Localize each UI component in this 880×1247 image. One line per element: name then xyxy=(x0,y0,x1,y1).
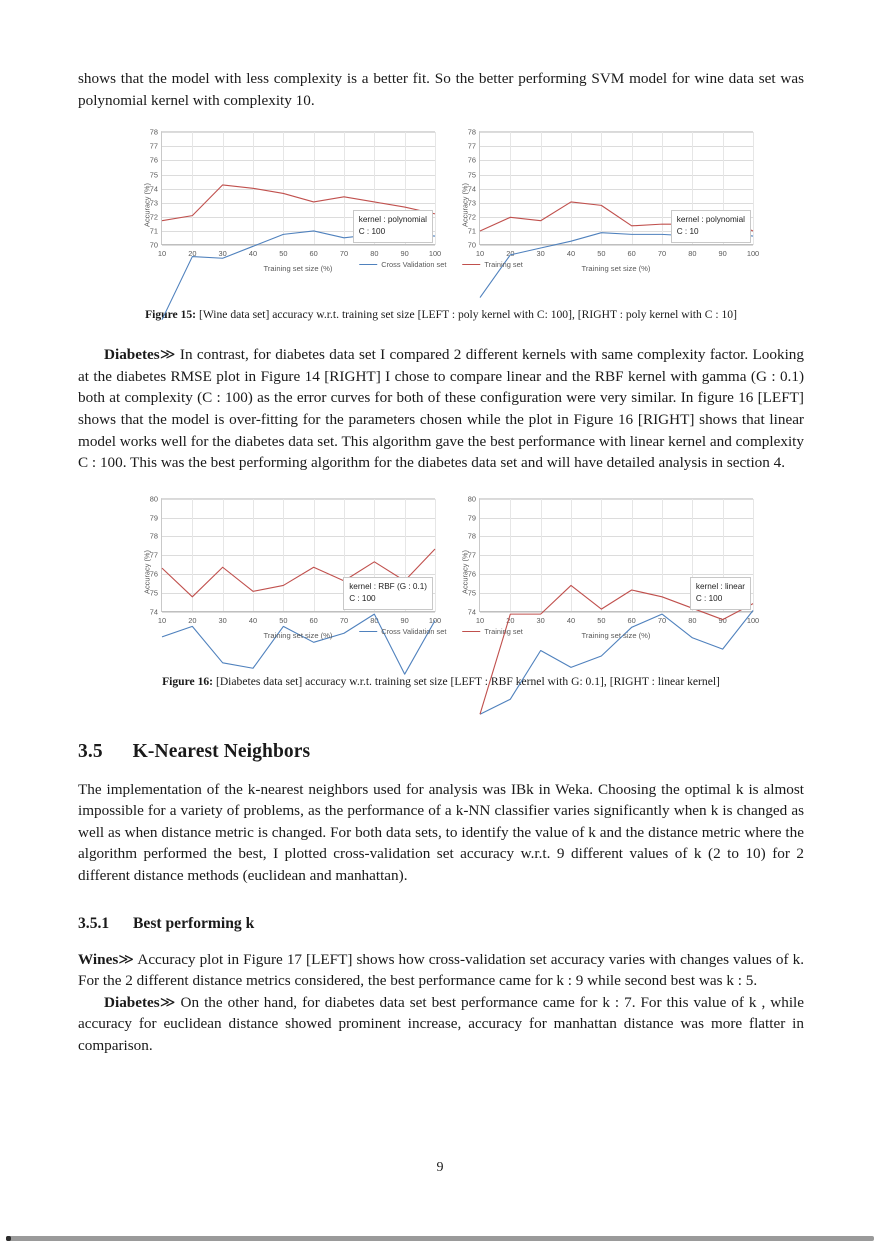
legend-item-training xyxy=(462,260,522,269)
y-axis-title: Accuracy (%) xyxy=(142,549,152,594)
x-axis-tick-label: 50 xyxy=(597,249,606,259)
y-axis-tick-label: 74 xyxy=(149,184,158,194)
y-axis-tick-label: 70 xyxy=(467,240,476,250)
y-axis-tick-label: 77 xyxy=(149,141,158,151)
x-axis-tick-label: 100 xyxy=(746,615,760,625)
legend-item-cross-validation xyxy=(359,260,446,269)
y-axis-tick-label: 78 xyxy=(149,127,158,137)
y-axis-tick-label: 76 xyxy=(467,569,476,579)
runin-label-diabetes-2: Diabetes xyxy=(104,993,160,1011)
legend-label-training: Training set xyxy=(484,626,523,636)
x-axis-tick-label: 10 xyxy=(157,249,167,259)
horizontal-scrollbar[interactable] xyxy=(6,1236,874,1241)
x-axis-tick-label: 20 xyxy=(506,615,515,625)
series-line xyxy=(162,231,435,320)
y-axis-tick-label: 76 xyxy=(149,155,158,165)
y-axis-tick-label: 70 xyxy=(149,240,158,250)
y-axis-title: Accuracy (%) xyxy=(142,183,152,228)
figure-16 xyxy=(78,492,804,689)
x-axis-title: Training set size (%) xyxy=(581,630,651,640)
chart-annotation xyxy=(690,577,751,610)
chart-annotation-line: kernel : RBF (G : 0.1) xyxy=(349,581,427,591)
paragraph-wines-knn xyxy=(78,949,804,992)
y-axis-tick-label: 79 xyxy=(149,513,158,523)
chart-annotation-line: kernel : polynomial xyxy=(358,215,427,225)
runin-label-diabetes: Diabetes xyxy=(104,346,160,364)
y-axis-tick-label: 71 xyxy=(467,226,476,236)
legend-item-training xyxy=(462,627,522,636)
y-axis-tick-label: 80 xyxy=(149,494,158,504)
y-axis-tick-label: 74 xyxy=(467,184,476,194)
y-axis-tick-label: 74 xyxy=(149,607,158,617)
figure-16-caption-text: [Diabetes data set] accuracy w.r.t. training set size [LEFT : RBF kernel with G: 0.1], [RIGHT : linear kernel] xyxy=(215,674,720,688)
x-axis-tick-label: 60 xyxy=(627,615,636,625)
paragraph-diabetes-knn xyxy=(78,992,804,1057)
x-axis-tick-label: 70 xyxy=(657,615,667,625)
x-axis-tick-label: 40 xyxy=(566,615,576,625)
x-axis-tick-label: 80 xyxy=(370,249,379,259)
y-axis-tick-label: 71 xyxy=(149,226,158,236)
x-axis-tick-label: 80 xyxy=(688,615,697,625)
x-axis-title: Training set size (%) xyxy=(263,264,333,274)
runin-marker-3: ≫ xyxy=(159,992,176,1011)
x-axis-title: Training set size (%) xyxy=(263,630,333,640)
y-axis-tick-label: 79 xyxy=(467,513,476,523)
legend-label-cross-validation: Cross Validation set xyxy=(381,626,447,636)
paragraph-intro: shows that the model with less complexity is a better fit. So the better performing SVM model for wine data set was polynomial kernel with complexity 10. xyxy=(78,70,804,109)
y-axis-tick-label: 76 xyxy=(149,569,158,579)
gridline-vertical xyxy=(435,132,436,245)
x-axis-tick-label: 90 xyxy=(718,615,727,625)
x-axis-tick-label: 90 xyxy=(400,615,409,625)
x-axis-tick-label: 60 xyxy=(627,249,636,259)
x-axis-tick-label: 40 xyxy=(248,249,258,259)
x-axis-tick-label: 50 xyxy=(279,615,288,625)
x-axis-tick-label: 100 xyxy=(428,249,442,259)
x-axis-tick-label: 20 xyxy=(506,249,515,259)
paragraph-knn: The implementation of the k-nearest neighbors used for analysis was IBk in Weka. Choosing the optimal k is almost impossible for a variety of problems, as the performance of a k-NN classifier varies significantly when k is changed as well as when distance metric is changed. For both data sets, to identify the value of k and the distance metric where the algorithm performed the best, I plotted cross-validation set accuracy w.r.t. 9 different values of k (2 to 10) for 2 different distance methods (euclidean and manhattan). xyxy=(78,780,804,885)
chart-annotation xyxy=(353,210,433,243)
legend-swatch-training xyxy=(462,631,480,632)
x-axis-tick-label: 20 xyxy=(188,615,197,625)
legend-item-cross-validation xyxy=(359,627,446,636)
chart-annotation-line: C : 100 xyxy=(695,593,723,603)
gridline-vertical xyxy=(435,499,436,612)
x-axis-tick-label: 20 xyxy=(188,249,197,259)
legend-label-cross-validation: Cross Validation set xyxy=(381,260,447,270)
x-axis-tick-label: 80 xyxy=(688,249,697,259)
figure-15-legend xyxy=(359,260,523,269)
x-axis-tick-label: 50 xyxy=(597,615,606,625)
chart-annotation xyxy=(671,210,751,243)
x-axis-tick-label: 100 xyxy=(428,615,442,625)
figure-16-charts xyxy=(78,492,804,664)
plot-area xyxy=(149,127,442,259)
runin-marker-2: ≫ xyxy=(118,949,135,968)
plot-frame xyxy=(467,494,760,625)
chart-annotation-line: kernel : linear xyxy=(695,581,745,591)
y-axis-tick-label: 76 xyxy=(467,155,476,165)
runin-marker-1: ≫ xyxy=(159,345,176,364)
y-axis-title: Accuracy (%) xyxy=(460,549,470,594)
legend-label-training: Training set xyxy=(484,260,523,270)
x-axis-tick-label: 10 xyxy=(475,249,485,259)
section-number: 3.5 xyxy=(78,740,103,762)
y-axis-tick-label: 74 xyxy=(467,607,476,617)
x-axis-tick-label: 30 xyxy=(218,615,227,625)
figure-16-legend xyxy=(359,627,523,636)
x-axis-tick-label: 90 xyxy=(400,249,409,259)
paragraph-diabetes-knn-text: On the other hand, for diabetes data set best performance came for k : 7. For this value of k , while accuracy for euclidean distance showed prominent increase, accuracy for manhattan distance was more flatter in comparison. xyxy=(78,993,804,1054)
y-axis-tick-label: 75 xyxy=(467,588,476,598)
x-axis-tick-label: 100 xyxy=(746,249,760,259)
legend-swatch-cross-validation xyxy=(359,631,377,632)
subsection-title: Best performing k xyxy=(133,914,255,932)
y-axis-title: Accuracy (%) xyxy=(460,183,470,228)
y-axis-tick-label: 80 xyxy=(467,494,476,504)
x-axis-tick-label: 50 xyxy=(279,249,288,259)
y-axis-tick-label: 77 xyxy=(149,550,158,560)
y-axis-tick-label: 73 xyxy=(467,198,476,208)
y-axis-tick-label: 77 xyxy=(467,550,476,560)
x-axis-tick-label: 40 xyxy=(248,615,258,625)
x-axis-tick-label: 70 xyxy=(657,249,667,259)
figure-15-charts xyxy=(78,125,804,297)
y-axis-tick-label: 75 xyxy=(467,170,476,180)
chart-annotation-line: C : 10 xyxy=(676,227,699,237)
y-axis-tick-label: 72 xyxy=(149,212,158,222)
legend-swatch-training xyxy=(462,264,480,265)
subsection-number: 3.5.1 xyxy=(78,914,110,932)
plot-frame xyxy=(467,127,760,259)
chart-annotation xyxy=(343,577,433,610)
x-axis-tick-label: 90 xyxy=(718,249,727,259)
gridline-vertical xyxy=(753,132,754,245)
figure-15-caption-text: [Wine data set] accuracy w.r.t. training set size [LEFT : poly kernel with C: 100], [RIGHT : poly kernel with C : 10] xyxy=(198,308,737,322)
x-axis-tick-label: 80 xyxy=(370,615,379,625)
figure-15-caption-label: Figure 15: xyxy=(145,308,197,322)
page-content xyxy=(78,68,804,1057)
chart-annotation-line: C : 100 xyxy=(358,227,386,237)
y-axis-tick-label: 78 xyxy=(149,531,158,541)
chart-annotation-line: C : 100 xyxy=(349,593,376,603)
page-number: 9 xyxy=(436,1160,444,1175)
y-axis-tick-label: 75 xyxy=(149,588,158,598)
legend-swatch-cross-validation xyxy=(359,264,377,265)
x-axis-tick-label: 40 xyxy=(566,249,576,259)
y-axis-tick-label: 75 xyxy=(149,170,158,180)
paragraph-diabetes-svm-text: In contrast, for diabetes data set I compared 2 different kernels with same complexity factor. Looking at the diabetes RMSE plot in Figure 14 [RIGHT] I chose to compare linear and the RBF kernel with gamma (G : 0.1) both at complexity (C : 100) as the error curves for both of these configuration were very similar. In figure 16 [LEFT] shows that the model is over-fitting for the parameters chosen while the plot in Figure 16 [RIGHT] shows that linear model works well for the diabetes data set. This algorithm gave the best performance with linear kernel and complexity C : 100. This was the best performing algorithm for the diabetes data set and will have detailed analysis in section 4. xyxy=(78,346,804,472)
figure-16-caption-label: Figure 16: xyxy=(162,674,214,688)
y-axis-tick-label: 78 xyxy=(467,127,476,137)
plot-area xyxy=(467,494,760,625)
plot-area xyxy=(149,494,442,625)
x-axis-tick-label: 10 xyxy=(157,615,167,625)
scrollbar-thumb[interactable] xyxy=(6,1236,11,1241)
plot-frame xyxy=(149,494,442,625)
x-axis-title: Training set size (%) xyxy=(581,264,651,274)
x-axis-tick-label: 30 xyxy=(536,615,545,625)
gridline-vertical xyxy=(753,499,754,612)
figure-15 xyxy=(78,125,804,322)
runin-label-wines: Wines xyxy=(78,950,119,968)
chart-annotation-line: kernel : polynomial xyxy=(676,215,745,225)
y-axis-tick-label: 73 xyxy=(149,198,158,208)
paragraph-wines-knn-text: Accuracy plot in Figure 17 [LEFT] shows how cross-validation set accuracy varies with changes values of k. For the 2 different distance metrics considered, the best performance came for k : 9 while second best was k : 5. xyxy=(78,950,804,990)
y-axis-tick-label: 77 xyxy=(467,141,476,151)
x-axis-tick-label: 70 xyxy=(339,249,349,259)
x-axis-tick-label: 10 xyxy=(475,615,485,625)
subsection-heading-best-k xyxy=(78,915,804,933)
x-axis-tick-label: 30 xyxy=(218,249,227,259)
y-axis-tick-label: 78 xyxy=(467,531,476,541)
x-axis-tick-label: 60 xyxy=(309,249,318,259)
x-axis-tick-label: 60 xyxy=(309,615,318,625)
y-axis-tick-label: 72 xyxy=(467,212,476,222)
x-axis-tick-label: 30 xyxy=(536,249,545,259)
plot-frame xyxy=(149,127,442,259)
x-axis-tick-label: 70 xyxy=(339,615,349,625)
plot-area xyxy=(467,127,760,259)
section-title: K-Nearest Neighbors xyxy=(132,740,311,762)
series-line xyxy=(162,614,435,674)
